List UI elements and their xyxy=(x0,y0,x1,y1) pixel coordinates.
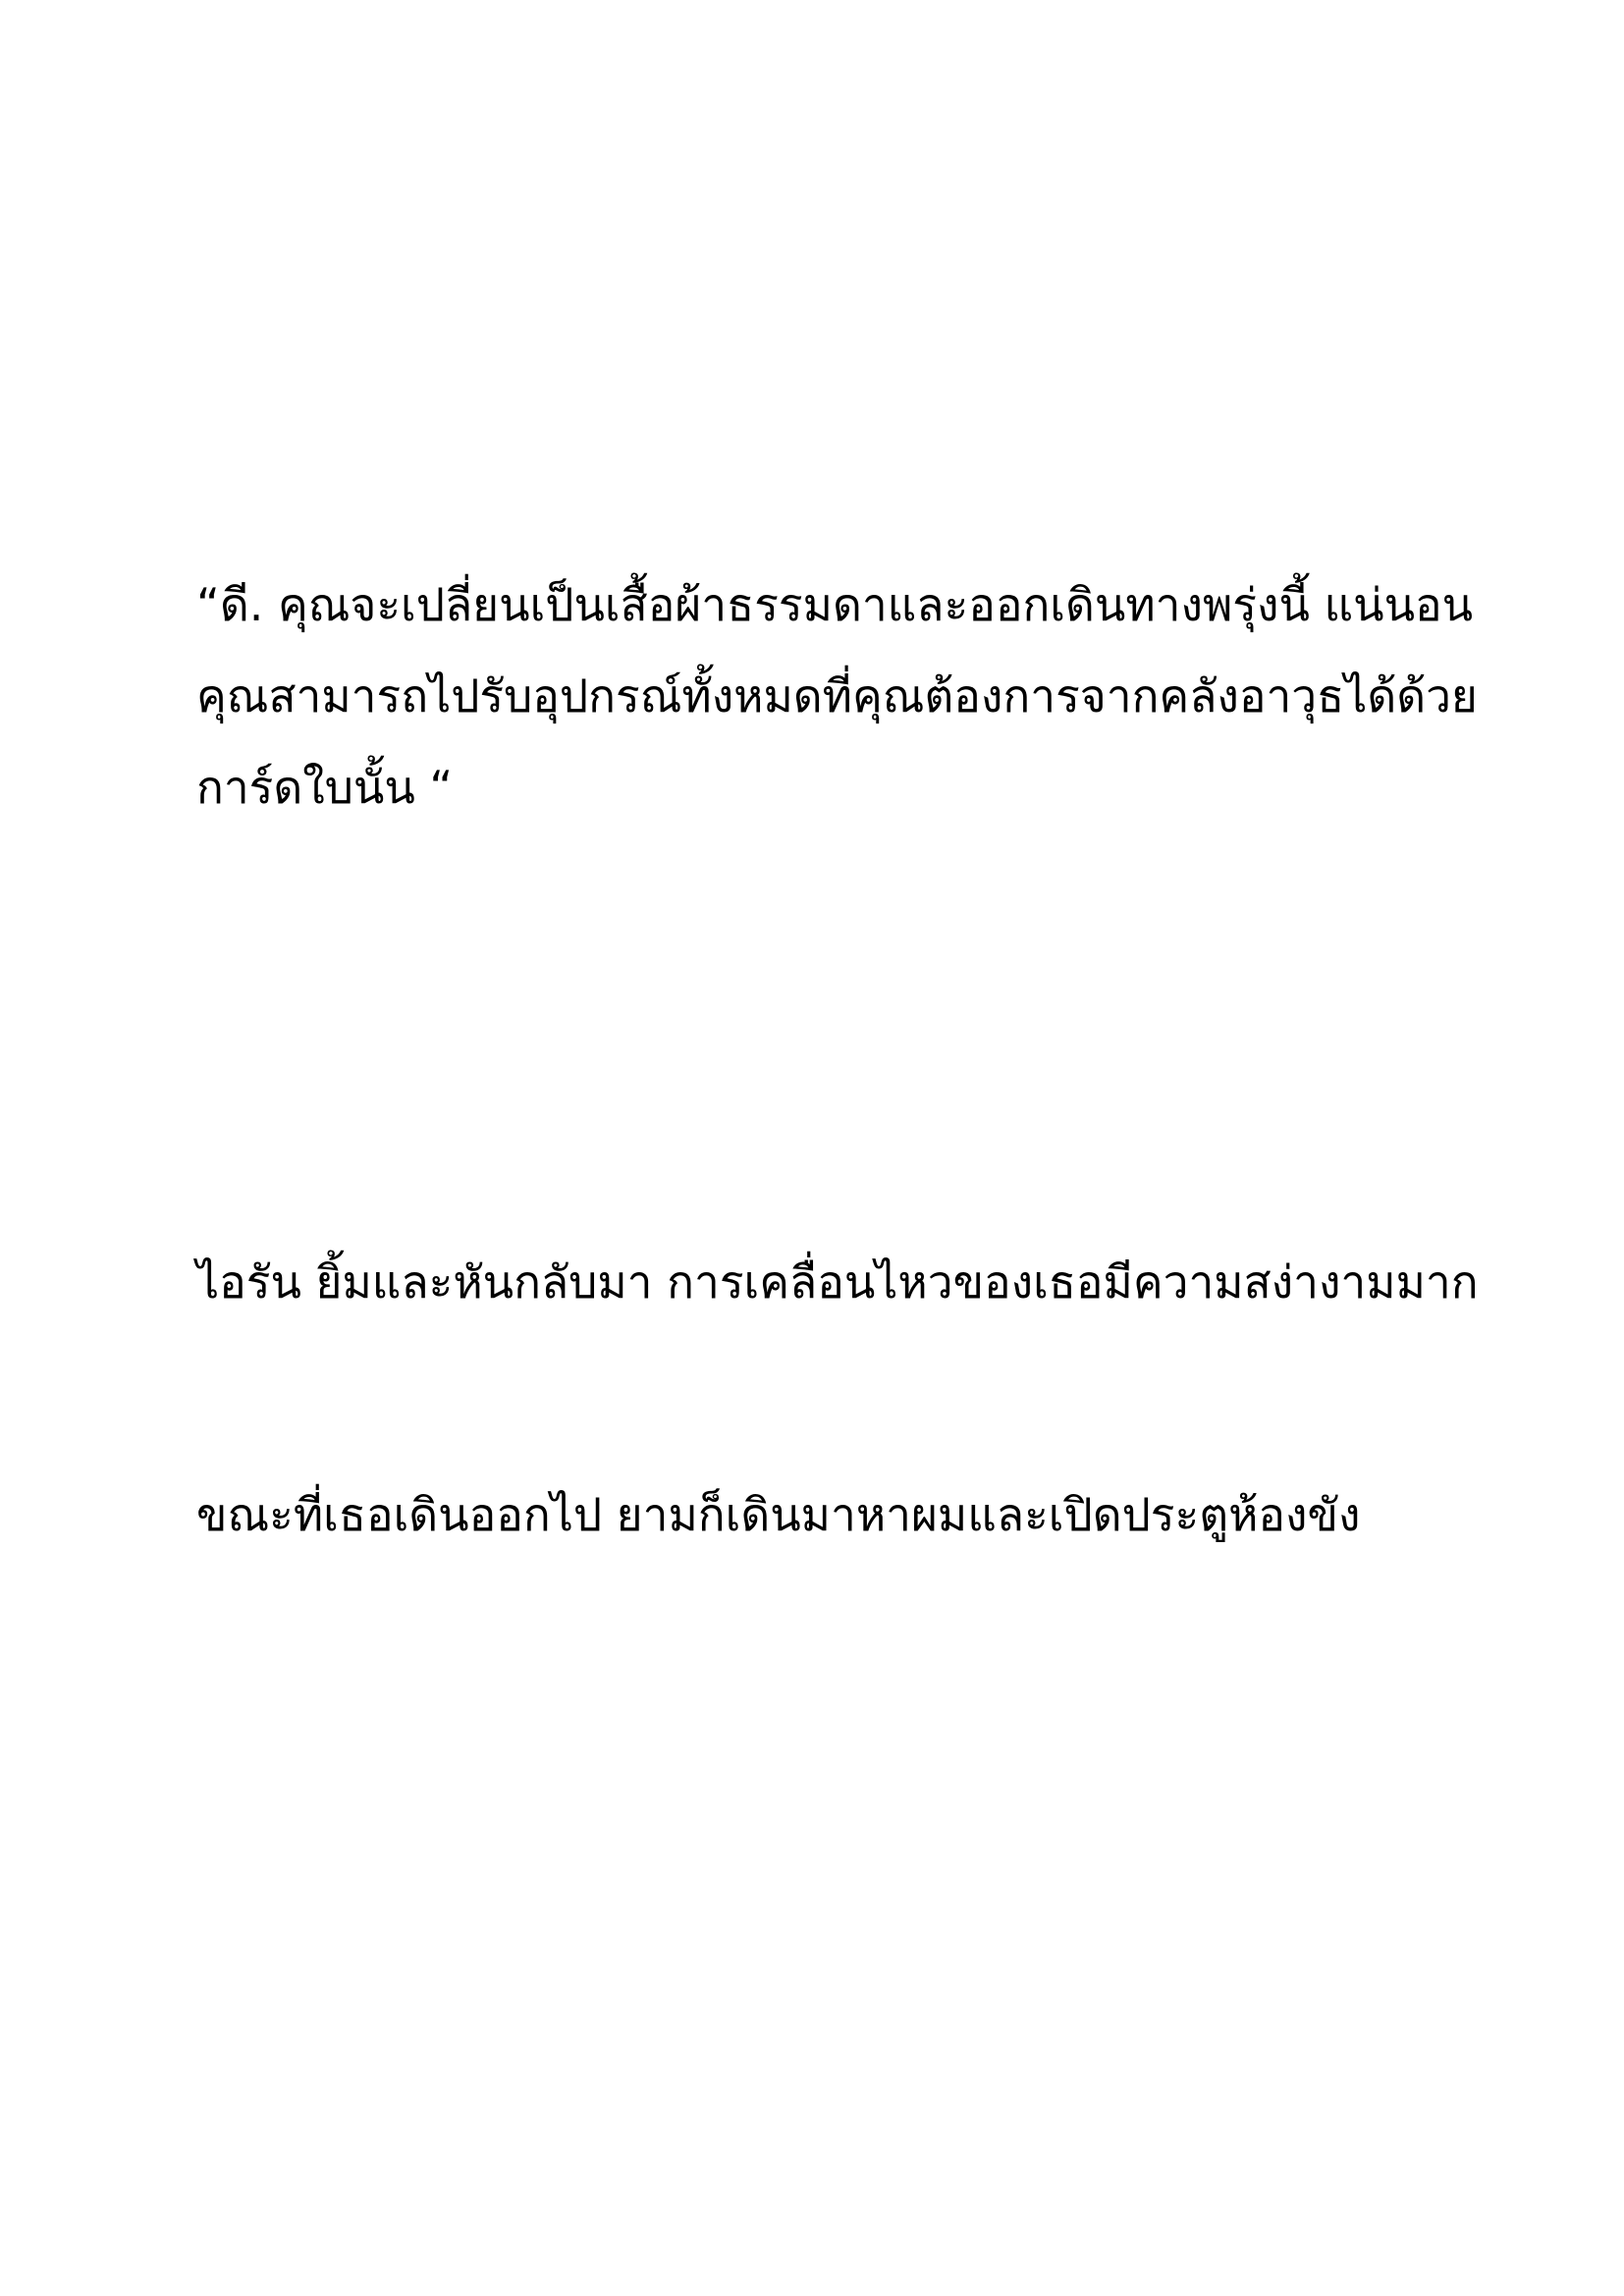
paragraph-dialogue xyxy=(196,560,1478,833)
text-line: คุณสามารถไปรับอุปกรณ์ทั้งหมดที่คุณต้องการจากคลังอาวุธได้ด้วย xyxy=(196,669,1478,722)
text-line: ขณะที่เธอเดินออกไป ยามก็เดินมาหาผมและเปิดประตูห้องขัง xyxy=(196,1488,1361,1541)
paragraph-narration xyxy=(196,1237,1479,1328)
text-line: ไอรัน ยิ้มและหันกลับมา การเคลื่อนไหวของเธอมีความสง่างามมาก xyxy=(196,1255,1479,1308)
paragraph-narration xyxy=(196,1469,1434,1561)
text-line: การ์ดใบนั้น “ xyxy=(196,761,454,814)
text-line: “ดี. คุณจะเปลี่ยนเป็นเสื้อผ้าธรรมดาและออกเดินทางพรุ่งนี้ แน่นอน xyxy=(196,578,1474,631)
